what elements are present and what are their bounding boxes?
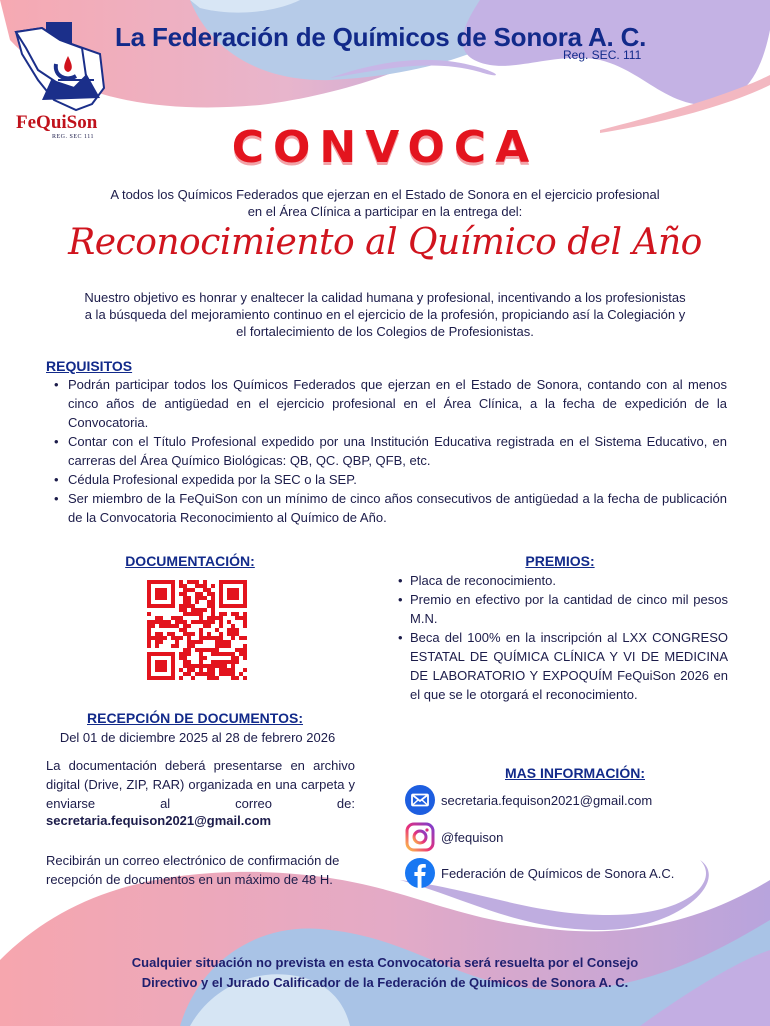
qr-module (207, 616, 211, 620)
qr-module (183, 584, 187, 588)
qr-module (199, 648, 203, 652)
qr-module (203, 624, 207, 628)
qr-module (227, 628, 231, 632)
qr-module (199, 592, 203, 596)
qr-module (203, 580, 207, 584)
list-item: • Beca del 100% en la inscripción al LXX CONGRESO ESTATAL DE QUÍMICA CLÍNICA Y VI DE MEDICINA DE LABORATORIO Y EXPOQUÍM FeQuiSon 2026 en el que se le otorgará el reconocimiento. (398, 628, 728, 704)
qr-module (231, 652, 235, 656)
qr-module (179, 580, 183, 584)
qr-module (179, 616, 183, 620)
qr-module (179, 628, 183, 632)
qr-module (239, 672, 243, 676)
qr-module (235, 648, 239, 652)
qr-module (211, 660, 215, 664)
qr-module (219, 672, 223, 676)
qr-module (203, 636, 207, 640)
qr-finder-pattern (227, 588, 239, 600)
qr-module (147, 640, 151, 644)
qr-module (215, 640, 219, 644)
qr-module (199, 656, 203, 660)
qr-module (199, 632, 203, 636)
qr-module (219, 620, 223, 624)
qr-module (203, 620, 207, 624)
qr-module (159, 620, 163, 624)
qr-module (223, 644, 227, 648)
list-item: • Ser miembro de la FeQuiSon con un mínimo de cinco años consecutivos de antigüedad a la fecha de publicación de la Convocatoria Reconocimiento al Químico de Año. (52, 489, 727, 527)
qr-module (175, 620, 179, 624)
qr-module (183, 656, 187, 660)
qr-module (207, 676, 211, 680)
qr-module (219, 616, 223, 620)
qr-module (199, 620, 203, 624)
qr-module (151, 620, 155, 624)
qr-module (199, 668, 203, 672)
footer-line-1: Cualquier situación no prevista en esta Convocatoria será resuelta por el Consejo (131, 955, 639, 970)
documentacion-heading: DOCUMENTACIÓN: (125, 553, 255, 569)
qr-module (207, 592, 211, 596)
qr-module (207, 672, 211, 676)
list-item: • Placa de reconocimiento. (398, 571, 728, 590)
qr-module (199, 636, 203, 640)
qr-module (219, 660, 223, 664)
qr-module (227, 668, 231, 672)
qr-module (211, 584, 215, 588)
qr-module (227, 660, 231, 664)
qr-module (207, 604, 211, 608)
qr-module (191, 620, 195, 624)
qr-module (183, 648, 187, 652)
requisitos-list (52, 375, 727, 527)
qr-module (211, 648, 215, 652)
qr-module (231, 636, 235, 640)
qr-module (211, 592, 215, 596)
organization-registration: Reg. SEC. 111 (563, 48, 642, 62)
qr-module (243, 656, 247, 660)
qr-module (159, 640, 163, 644)
qr-module (183, 596, 187, 600)
qr-module (243, 616, 247, 620)
qr-module (179, 592, 183, 596)
qr-module (187, 604, 191, 608)
qr-module (147, 620, 151, 624)
qr-module (195, 620, 199, 624)
qr-module (187, 636, 191, 640)
qr-module (179, 620, 183, 624)
qr-module (215, 644, 219, 648)
qr-module (187, 652, 191, 656)
qr-module (187, 580, 191, 584)
qr-module (227, 640, 231, 644)
qr-module (187, 612, 191, 616)
qr-module (199, 596, 203, 600)
recepcion-heading: RECEPCIÓN DE DOCUMENTOS: (87, 710, 303, 726)
qr-module (207, 636, 211, 640)
qr-module (179, 652, 183, 656)
qr-module (155, 636, 159, 640)
qr-module (187, 632, 191, 636)
qr-module (199, 612, 203, 616)
qr-module (243, 648, 247, 652)
qr-module (207, 648, 211, 652)
qr-module (243, 620, 247, 624)
logo-text: FeQuiSon (16, 112, 98, 133)
qr-module (243, 652, 247, 656)
qr-module (195, 592, 199, 596)
qr-module (199, 584, 203, 588)
qr-module (231, 664, 235, 668)
qr-module (235, 628, 239, 632)
qr-module (183, 664, 187, 668)
qr-module (223, 664, 227, 668)
qr-module (183, 612, 187, 616)
qr-module (219, 668, 223, 672)
qr-module (207, 632, 211, 636)
qr-module (167, 632, 171, 636)
qr-module (183, 628, 187, 632)
qr-module (159, 616, 163, 620)
qr-module (147, 612, 151, 616)
award-title: Reconocimiento al Químico del Año (68, 222, 702, 263)
qr-module (215, 616, 219, 620)
qr-module (211, 676, 215, 680)
qr-module (187, 672, 191, 676)
qr-module (243, 644, 247, 648)
qr-module (187, 644, 191, 648)
qr-module (183, 620, 187, 624)
qr-module (231, 672, 235, 676)
qr-module (195, 600, 199, 604)
premios-list (398, 571, 728, 704)
qr-module (155, 640, 159, 644)
qr-code-icon[interactable] (147, 580, 247, 680)
qr-module (227, 632, 231, 636)
qr-module (199, 660, 203, 664)
qr-finder-pattern (155, 660, 167, 672)
email-icon (405, 785, 435, 815)
qr-module (155, 616, 159, 620)
qr-module (235, 632, 239, 636)
qr-module (243, 624, 247, 628)
qr-module (175, 644, 179, 648)
qr-module (231, 624, 235, 628)
intro-line-2: en el Área Clínica a participar en la entrega del: (247, 204, 523, 219)
qr-module (231, 612, 235, 616)
contact-instagram-text[interactable]: @fequison (441, 829, 504, 845)
qr-module (163, 620, 167, 624)
instagram-icon (405, 822, 435, 852)
qr-module (171, 644, 175, 648)
contact-email[interactable] (405, 785, 652, 815)
qr-module (227, 644, 231, 648)
qr-module (211, 596, 215, 600)
qr-module (179, 584, 183, 588)
qr-module (219, 632, 223, 636)
list-item: • Cédula Profesional expedida por la SEC o la SEP. (52, 470, 727, 489)
qr-module (183, 592, 187, 596)
qr-module (211, 664, 215, 668)
qr-module (179, 668, 183, 672)
qr-module (223, 640, 227, 644)
qr-module (191, 580, 195, 584)
qr-module (223, 672, 227, 676)
qr-module (167, 620, 171, 624)
intro-line-1: A todos los Químicos Federados que ejerzan en el Estado de Sonora en el ejercicio profesional (110, 187, 660, 202)
facebook-icon (405, 858, 435, 888)
qr-module (147, 632, 151, 636)
qr-module (183, 632, 187, 636)
qr-module (175, 616, 179, 620)
qr-module (203, 656, 207, 660)
qr-module (195, 596, 199, 600)
qr-module (243, 668, 247, 672)
qr-module (175, 624, 179, 628)
qr-module (147, 636, 151, 640)
qr-module (231, 632, 235, 636)
objective-line-2: a la búsqueda del mejoramiento continuo en el ejercicio de la profesión, propiciando así la Colegiación y (84, 307, 686, 322)
qr-module (227, 620, 231, 624)
qr-module (223, 652, 227, 656)
qr-module (179, 636, 183, 640)
flask-map-icon (12, 18, 112, 113)
qr-module (179, 676, 183, 680)
qr-module (159, 624, 163, 628)
qr-module (195, 648, 199, 652)
qr-module (155, 632, 159, 636)
qr-module (239, 652, 243, 656)
qr-module (191, 608, 195, 612)
qr-module (187, 660, 191, 664)
qr-module (151, 624, 155, 628)
contact-email-text[interactable]: secretaria.fequison2021@gmail.com (441, 792, 653, 808)
qr-module (191, 664, 195, 668)
qr-module (183, 608, 187, 612)
objective-line-1: Nuestro objetivo es honrar y enaltecer la calidad humana y profesional, incentivando a los profesionistas (84, 290, 686, 305)
qr-module (227, 652, 231, 656)
qr-module (195, 608, 199, 612)
qr-module (171, 632, 175, 636)
qr-module (191, 604, 195, 608)
qr-module (211, 600, 215, 604)
recepcion-confirmation: Recibirán un correo electrónico de confirmación de recepción de documentos en un máximo de 48 H. (46, 853, 340, 887)
qr-module (191, 640, 195, 644)
qr-module (199, 640, 203, 644)
qr-module (211, 608, 215, 612)
qr-module (195, 580, 199, 584)
qr-module (215, 648, 219, 652)
qr-module (219, 636, 223, 640)
logo-registration: REG. SEC 111 (52, 134, 95, 140)
footer-line-2: Directivo y el Jurado Calificador de la Federación de Químicos de Sonora A. C. (141, 975, 629, 990)
list-item: • Contar con el Título Profesional expedido por una Institución Educativa registrada en el Sistema Educativo, en carreras del Área Químico Biológicas: QB, QC. QBP, QFB, etc. (52, 432, 727, 470)
qr-module (211, 604, 215, 608)
qr-module (243, 612, 247, 616)
qr-module (211, 612, 215, 616)
qr-module (167, 624, 171, 628)
qr-module (203, 608, 207, 612)
qr-finder-pattern (155, 588, 167, 600)
qr-module (235, 676, 239, 680)
qr-module (183, 604, 187, 608)
list-item: • Podrán participar todos los Químicos Federados que ejerzan en el Estado de Sonora, contando con al menos cinco años de antigüedad en el ejercicio profesional en el Área Clínica, a la fecha de expedición de la Convocatoria. (52, 375, 727, 432)
contact-facebook-text[interactable]: Federación de Químicos de Sonora A.C. (441, 865, 675, 881)
qr-module (187, 668, 191, 672)
qr-module (191, 644, 195, 648)
qr-module (171, 636, 175, 640)
qr-module (231, 628, 235, 632)
qr-module (159, 636, 163, 640)
qr-module (219, 664, 223, 668)
qr-module (187, 596, 191, 600)
qr-module (147, 644, 151, 648)
qr-module (215, 652, 219, 656)
qr-module (163, 636, 167, 640)
qr-module (231, 656, 235, 660)
qr-module (179, 604, 183, 608)
qr-module (191, 588, 195, 592)
recepcion-body: La documentación deberá presentarse en archivo digital (Drive, ZIP, RAR) organizada en una carpeta y enviarse al correo de: (46, 758, 355, 811)
qr-module (159, 632, 163, 636)
qr-module (223, 668, 227, 672)
qr-module (191, 632, 195, 636)
premios-heading: PREMIOS: (525, 553, 595, 569)
qr-module (219, 652, 223, 656)
qr-module (199, 616, 203, 620)
qr-module (195, 612, 199, 616)
qr-module (211, 620, 215, 624)
qr-module (211, 672, 215, 676)
qr-module (239, 616, 243, 620)
qr-module (171, 624, 175, 628)
qr-module (187, 588, 191, 592)
qr-module (203, 588, 207, 592)
qr-module (219, 640, 223, 644)
qr-module (195, 640, 199, 644)
qr-module (147, 628, 151, 632)
qr-module (243, 636, 247, 640)
qr-module (231, 676, 235, 680)
fequison-logo (12, 18, 112, 138)
qr-module (231, 668, 235, 672)
qr-module (207, 620, 211, 624)
qr-module (187, 640, 191, 644)
qr-module (203, 664, 207, 668)
qr-module (215, 628, 219, 632)
qr-module (147, 624, 151, 628)
qr-module (207, 600, 211, 604)
qr-module (195, 584, 199, 588)
requisitos-heading: REQUISITOS (46, 358, 133, 374)
qr-module (223, 612, 227, 616)
qr-module (195, 664, 199, 668)
qr-module (235, 656, 239, 660)
organization-title: La Federación de Químicos de Sonora A. C. (115, 22, 647, 52)
objective-line-3: el fortalecimiento de los Colegios de Profesionistas. (236, 324, 534, 339)
qr-module (219, 624, 223, 628)
qr-module (191, 676, 195, 680)
qr-module (187, 624, 191, 628)
qr-module (183, 660, 187, 664)
qr-module (235, 660, 239, 664)
qr-module (179, 608, 183, 612)
qr-module (215, 664, 219, 668)
qr-module (231, 660, 235, 664)
objective-text (45, 289, 725, 340)
qr-module (199, 664, 203, 668)
convoca-heading: CONVOCA (231, 122, 539, 173)
qr-module (183, 600, 187, 604)
qr-module (183, 672, 187, 676)
qr-module (207, 668, 211, 672)
contact-facebook[interactable] (405, 858, 674, 888)
qr-module (211, 668, 215, 672)
qr-module (211, 636, 215, 640)
qr-module (199, 608, 203, 612)
qr-module (203, 648, 207, 652)
qr-module (175, 636, 179, 640)
qr-module (155, 644, 159, 648)
qr-module (203, 584, 207, 588)
qr-module (211, 652, 215, 656)
qr-module (215, 636, 219, 640)
qr-module (183, 588, 187, 592)
qr-module (191, 612, 195, 616)
qr-module (243, 676, 247, 680)
qr-module (187, 600, 191, 604)
mas-info-heading: MAS INFORMACIÓN: (505, 765, 645, 781)
qr-module (175, 640, 179, 644)
list-item: • Premio en efectivo por la cantidad de cinco mil pesos M.N. (398, 590, 728, 628)
qr-module (207, 624, 211, 628)
qr-module (155, 620, 159, 624)
qr-module (195, 672, 199, 676)
qr-module (171, 616, 175, 620)
qr-module (187, 664, 191, 668)
qr-module (203, 596, 207, 600)
qr-module (151, 636, 155, 640)
qr-module (215, 660, 219, 664)
qr-module (211, 616, 215, 620)
contact-instagram[interactable] (405, 822, 503, 852)
qr-module (219, 612, 223, 616)
qr-module (187, 648, 191, 652)
qr-module (183, 624, 187, 628)
intro-text (40, 186, 730, 220)
qr-module (179, 656, 183, 660)
qr-module (199, 652, 203, 656)
qr-module (239, 636, 243, 640)
footer-note (60, 953, 710, 993)
qr-module (219, 644, 223, 648)
qr-module (199, 672, 203, 676)
qr-module (163, 624, 167, 628)
qr-module (239, 648, 243, 652)
qr-module (227, 672, 231, 676)
qr-module (203, 672, 207, 676)
qr-module (191, 668, 195, 672)
qr-module (235, 612, 239, 616)
qr-module (207, 588, 211, 592)
qr-module (183, 652, 187, 656)
recepcion-email-link[interactable]: secretaria.fequison2021@gmail.com (46, 813, 272, 828)
qr-module (215, 676, 219, 680)
qr-module (199, 628, 203, 632)
qr-module (235, 616, 239, 620)
qr-module (207, 664, 211, 668)
qr-module (223, 660, 227, 664)
recepcion-dates: Del 01 de diciembre 2025 al 28 de febrero 2026 (59, 730, 336, 745)
